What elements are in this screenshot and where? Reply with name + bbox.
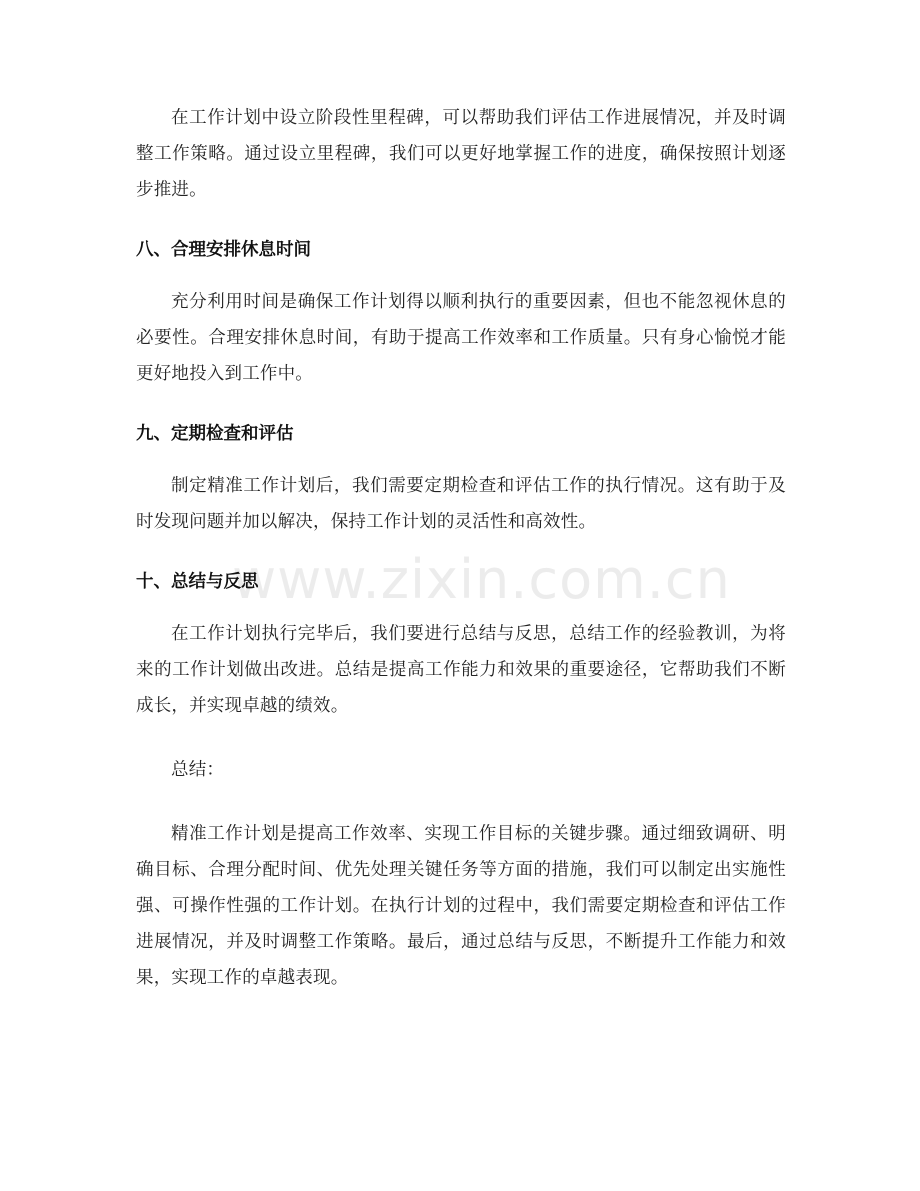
heading-summary-reflection: 十、总结与反思 bbox=[136, 572, 259, 592]
paragraph-summary-reflection: 在工作计划执行完毕后，我们要进行总结与反思，总结工作的经验教训，为将来的工作计划做出改进。总结是提高工作能力和效果的重要途径，它帮助我们不断成长，并实现卓越的绩效。 bbox=[136, 624, 786, 716]
document-body bbox=[136, 100, 786, 996]
summary-label: 总结： bbox=[171, 760, 225, 780]
heading-rest-time: 八、合理安排休息时间 bbox=[136, 240, 311, 260]
paragraph-rest-time: 充分利用时间是确保工作计划得以顺利执行的重要因素，但也不能忽视休息的必要性。合理安排休息时间，有助于提高工作效率和工作质量。只有身心愉悦才能更好地投入到工作中。 bbox=[136, 292, 786, 384]
paragraph-conclusion: 精准工作计划是提高工作效率、实现工作目标的关键步骤。通过细致调研、明确目标、合理分配时间、优先处理关键任务等方面的措施，我们可以制定出实施性强、可操作性强的工作计划。在执行计划的过程中，我们需要定期检查和评估工作进展情况，并及时调整工作策略。最后，通过总结与反思，不断提升工作能力和效果，实现工作的卓越表现。 bbox=[136, 824, 786, 988]
heading-regular-review: 九、定期检查和评估 bbox=[136, 424, 294, 444]
watermark: www.zixin.com.cn bbox=[232, 548, 731, 611]
paragraph-milestones: 在工作计划中设立阶段性里程碑，可以帮助我们评估工作进展情况，并及时调整工作策略。通过设立里程碑，我们可以更好地掌握工作的进度，确保按照计划逐步推进。 bbox=[136, 108, 786, 200]
paragraph-regular-review: 制定精准工作计划后，我们需要定期检查和评估工作的执行情况。这有助于及时发现问题并加以解决，保持工作计划的灵活性和高效性。 bbox=[136, 476, 786, 532]
